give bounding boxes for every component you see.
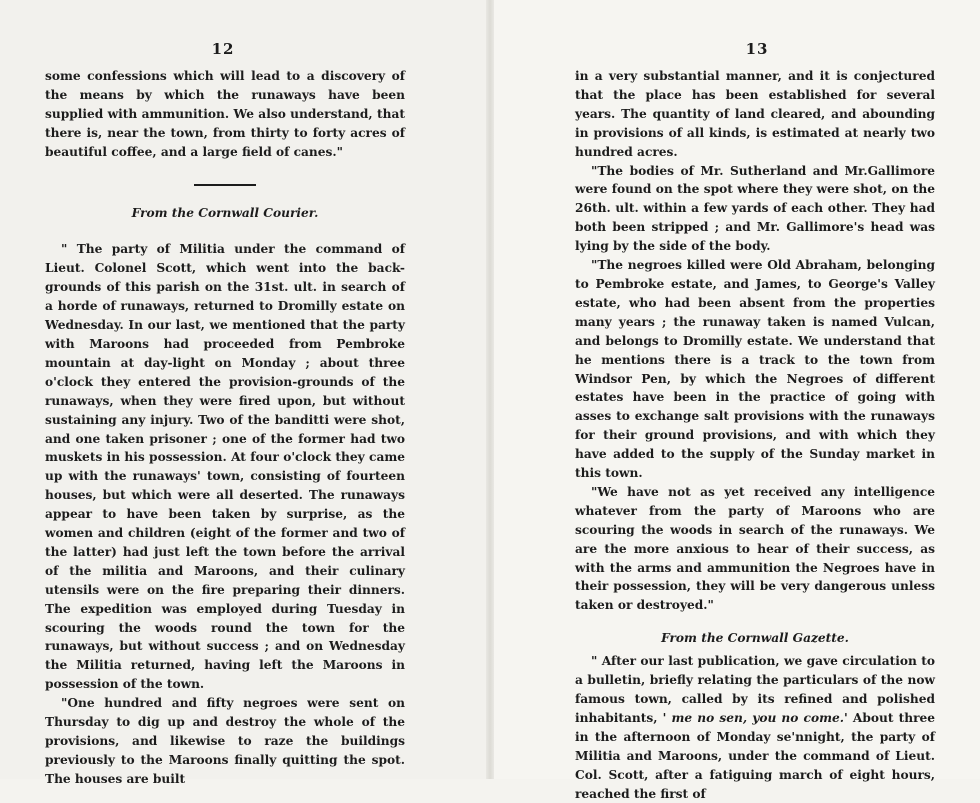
right-paragraph-1: in a very substantial manner, and it is conjectured that the place has been established for several years. The quantity of land cleared, and abounding in provisions of all kinds, is estimated at nearly two hundred acres. [575,69,935,159]
book-gutter [486,0,494,779]
right-paragraph-5 [575,652,935,803]
right-section-heading: From the Cornwall Gazette. [661,631,849,646]
section-divider [194,184,256,186]
right-paragraph-2: "The bodies of Mr. Sutherland and Mr.Gallimore were found on the spot where they were shot, on the 26th. ult. within a few yards of each other. They had both been stripped ; and Mr. Gallimore's head was lying by the side of the body. [575,163,935,254]
left-paragraph-2: " The party of Militia under the command of Lieut. Colonel Scott, which went into the back-grounds of this parish on the 31st. ult. in search of a horde of runaways, returned to Dromilly estate on Wednesday. In our last, we mentioned that the party with Maroons had proceeded from Pembroke mountain at day-light on Monday ; about three o'clock they entered the provision-grounds of the runaways, when they were fired upon, but without sustaining any injury. Two of the banditti were shot, and one taken prisoner ; one of the former had two muskets in his possession. At four o'clock they came up with the runaways' town, consisting of fourteen houses, but which were all deserted. The runaways appear to have been taken by surprise, as the women and children (eight of the former and two of the latter) had just left the town before the arrival of the militia and Maroons, and their culinary utensils were on the fire preparing their dinners. The expedition was employed during Tuesday in scouring the woods round the town for the runaways, but without success ; and on Wednesday the Militia returned, having left the Maroons in possession of the town. [45,242,405,692]
right-paragraph-5-end: About three in the afternoon of Monday se'nnight, the party of Militia and Maroons, under the command of Lieut. Col. Scott, after a fatiguing march of eight hours, reached the first of [575,710,935,801]
right-paragraph-3: "The negroes killed were Old Abraham, belonging to Pembroke estate, and James, to George's Valley estate, who had been absent from the properties many years ; the runaway taken is named Vulcan, and belongs to Dromilly estate. We understand that he mentions there is a track to the town from Windsor Pen, by which the Negroes of different estates have been in the practice of going with asses to exchange salt provisions with the runaways for their ground provisions, and with which they have added to the supply of the Sunday market in this town. [575,258,935,481]
quoted-town-name: ' me no sen, you no come.' [662,710,848,725]
page-number-left: 12 [211,40,235,58]
left-page-text [45,67,405,789]
page-number-right: 13 [745,40,769,58]
right-page-text [575,67,935,803]
left-section-heading: From the Cornwall Courier. [131,205,319,220]
left-paragraph-3: "One hundred and fifty negroes were sent on Thursday to dig up and destroy the whole of the provisions, and likewise to raze the buildings previously to the Maroons finally quitting the spot. The houses are built [45,696,405,786]
left-paragraph-1: some confessions which will lead to a discovery of the means by which the runaways have been supplied with ammunition. We also understand, that there is, near the town, from thirty to forty acres of beautiful coffee, and a large field of canes." [45,69,405,159]
right-paragraph-4: "We have not as yet received any intelligence whatever from the party of Maroons who are scouring the woods in search of the runaways. We are the more anxious to hear of their success, as with the arms and ammunition the Negroes have in their possession, they will be very dangerous unless taken or destroyed." [575,484,935,613]
right-paragraph-5-start: " After our last publication, we gave circulation to a bulletin, briefly relating the particulars of the now famous town, called by its refined and polished inhabitants, [575,654,935,725]
